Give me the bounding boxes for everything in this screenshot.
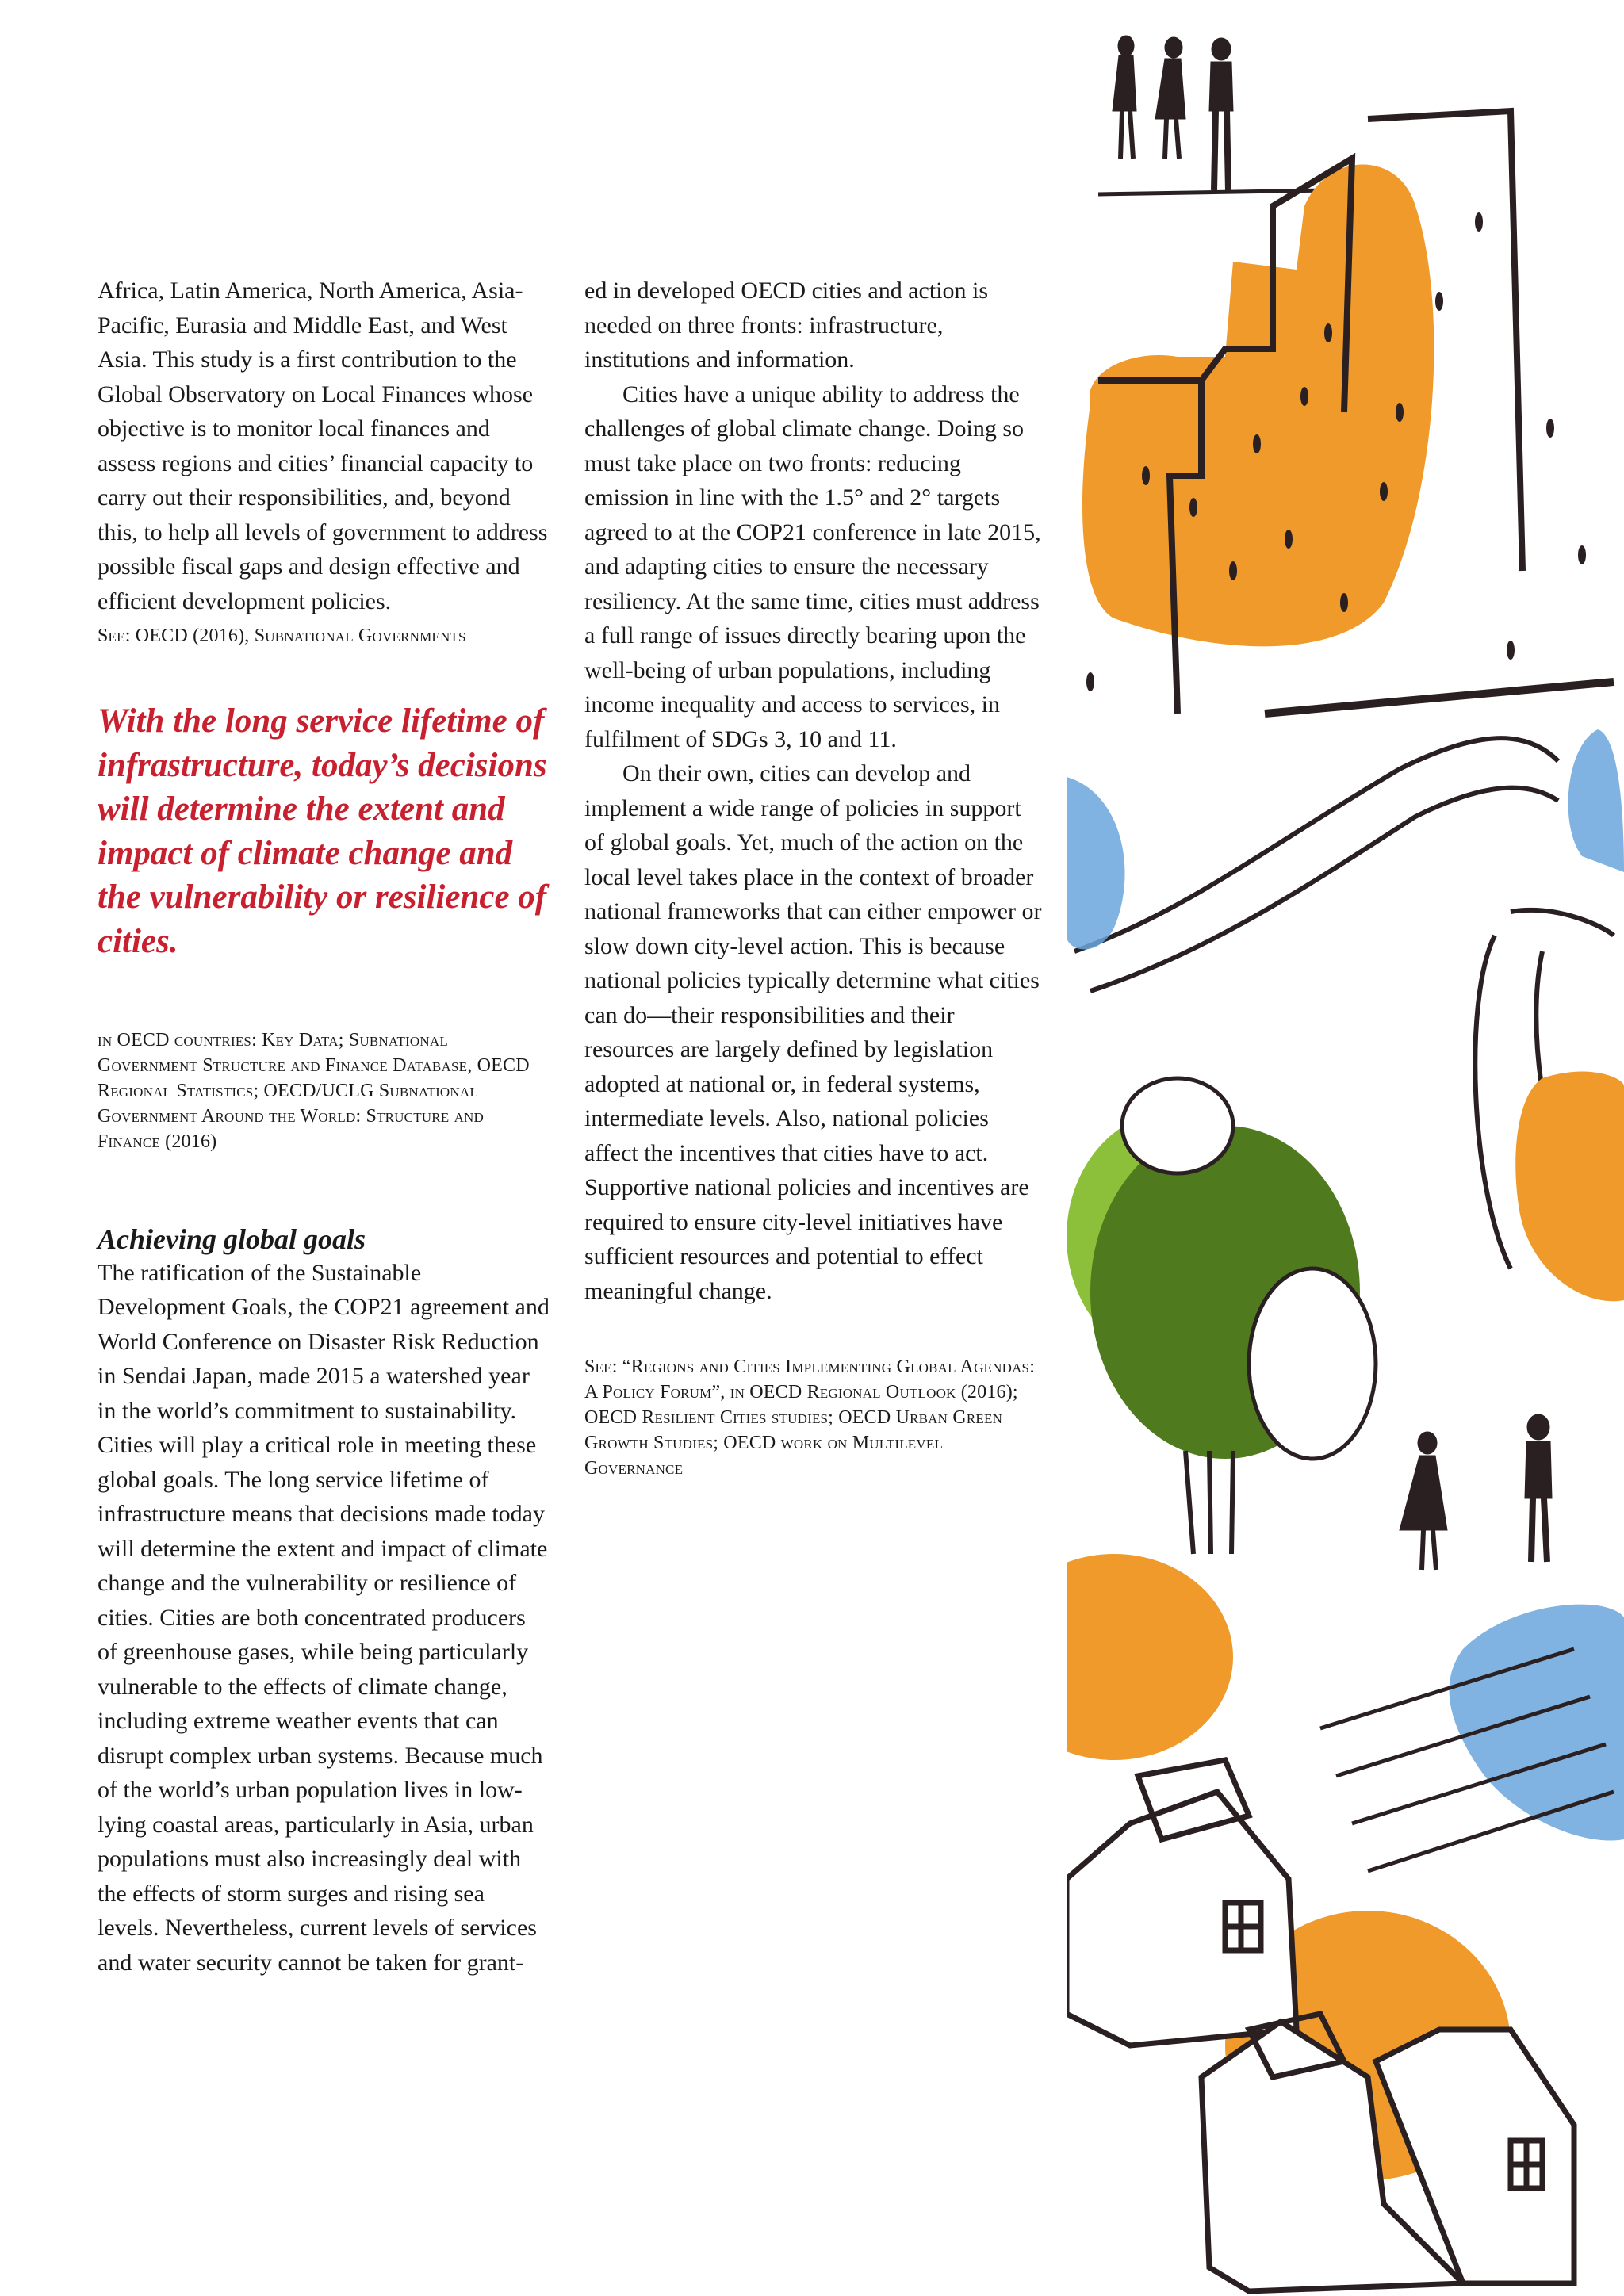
intro-paragraph: Africa, Latin America, North America, Asia-Pacific, Eurasia and Middle East, and West Asia. This study is a first contribution to the Global Observatory on Local Finances whose objective is to monitor local finances and assess regions and cities’ financial capacity to carry out their responsibilities, and, beyond this, to help all levels of government to address possible fiscal gaps and design effective and efficient development policies. xyxy=(98,277,548,614)
policy-paragraph: On their own, cities can develop and implement a wide range of policies in support of global goals. Yet, much of the action on the local level takes place in the context of broader national frameworks that can either empower or slow down city-level action. This is because national policies typically determine what cities can do—their responsibilities and their resources are largely defined by legislation adopted at national or, in federal systems, intermediate levels. Also, national policies affect the incentives that cities have to act. Supportive national policies and incentives are required to ensure city-level initiatives have sufficient resources and potential to effect meaningful change. xyxy=(584,760,1042,1304)
people-figures xyxy=(1098,36,1328,194)
climate-paragraph: Cities have a unique ability to address the challenges of global climate change. Doing so must take place on two fronts: reducing emission in line with the 1.5° and 2° targets agreed to at the COP21 conference in late 2015, and adapting cities to ensure the necessary resiliency. At the same time, cities must address a full range of issues directly bearing upon the well-being of urban populations, including income inequality and access to services, in fulfilment of SDGs 3, 10 and 11. xyxy=(584,381,1041,752)
pull-quote: With the long service lifetime of infrastructure, today’s decisions will determine the extent and impact of climate change and the vulnerability or resilience of cities. xyxy=(98,702,547,960)
section-paragraph: The ratification of the Sustainable Development Goals, the COP21 agreement and World Conference on Disaster Risk Reduction in Sendai Japan, made 2015 a watershed year in the world’s commitment to sustainability. Cities will play a critical role in meeting these global goals. The long service lifetime of infrastructure means that decisions made today will determine the extent and impact of climate change and the vulnerability or resilience of cities. Cities are both concentrated producers of greenhouse gases, while being particularly vulnerable to the effects of climate change, including extreme weather events that can disrupt complex urban systems. Because much of the world’s urban population lives in low-lying coastal areas, particularly in Asia, urban populations must also increasingly deal with the effects of storm surges and rising sea levels. Nevertheless, current levels of services and water security cannot be taken for grant- xyxy=(98,1259,550,1976)
source-reference: in OECD countries: Key Data; Subnational Government Structure and Finance Database, OECD Regional Statistics; OECD/UCLG Subnational Government Around the World: Structure and Finance (2016) xyxy=(98,1029,530,1152)
section-heading: Achieving global goals xyxy=(98,1223,366,1255)
see-reference-middle: See: “Regions and Cities Implementing Global Agendas: A Policy Forum”, in OECD Regional Outlook (2016); OECD Resilient Cities studies; OECD Urban Green Growth Studies; OECD work on Multilevel Governance xyxy=(584,1357,1036,1479)
continuation-paragraph: ed in developed OECD cities and action is needed on three fronts: infrastructure, institutions and information. xyxy=(584,277,989,373)
couple-figures xyxy=(1400,1414,1552,1570)
tree xyxy=(1067,1078,1376,1554)
left-column xyxy=(98,274,551,1980)
orange-building xyxy=(1082,111,1522,714)
middle-column xyxy=(584,274,1043,1481)
city-illustration xyxy=(1067,0,1624,2296)
see-reference-left: See: OECD (2016), Subnational Governments xyxy=(98,626,466,646)
